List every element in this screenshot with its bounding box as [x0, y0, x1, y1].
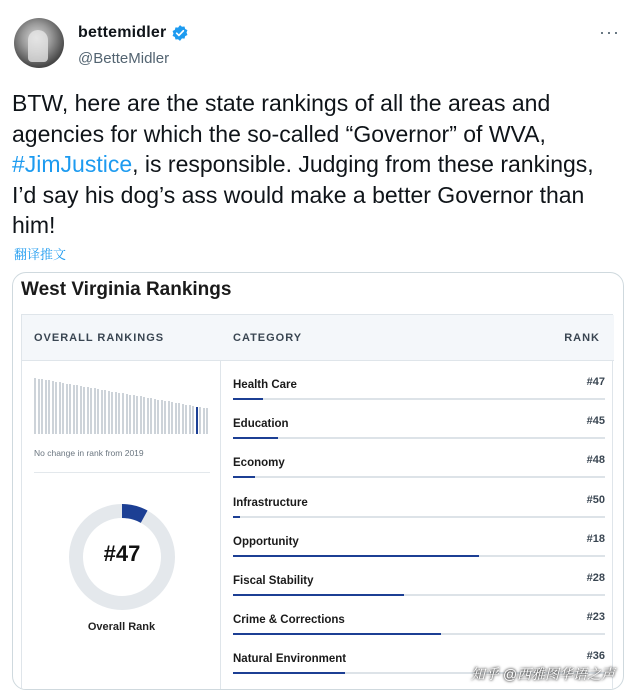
category-row [233, 513, 605, 552]
tweet-text-before: BTW, here are the state rankings of all the areas and agencies for which the so-called “Governor” of WVA, [12, 90, 551, 147]
mini-chart-bar [80, 386, 82, 434]
mini-chart-bar [69, 384, 71, 434]
mini-chart-bar [118, 393, 120, 434]
category-row [233, 356, 605, 395]
mini-chart-bar [129, 395, 131, 434]
verified-badge-icon [171, 24, 189, 42]
mini-chart-bar [164, 401, 166, 434]
mini-chart-bar [62, 383, 64, 434]
mini-chart-bar [94, 388, 96, 434]
category-rank: #50 [586, 493, 605, 506]
mini-chart-bar [115, 392, 117, 434]
mini-chart-bar [122, 393, 124, 434]
overall-rankings-header [22, 315, 221, 361]
mini-chart-bar [189, 405, 191, 434]
mini-chart-bar [34, 378, 36, 434]
mini-chart-bar [168, 401, 170, 434]
mini-chart-bar [147, 398, 149, 434]
tweet-header [12, 12, 628, 72]
mini-chart-bar [154, 399, 156, 434]
mini-chart-bar [196, 407, 198, 434]
mini-chart-bar [143, 397, 145, 434]
category-row [233, 591, 605, 630]
no-change-note: No change in rank from 2019 [34, 448, 144, 458]
mini-chart-bar [97, 389, 99, 434]
mini-chart-bar [192, 406, 194, 434]
category-header [221, 315, 614, 361]
category-name: Natural Environment [233, 653, 347, 666]
mini-chart-bar [73, 385, 75, 434]
overall-rank-value: #47 [103, 541, 141, 566]
category-row [233, 474, 605, 513]
tweet-text-after: , is responsible. Judging from these rankings, I’d say his dog’s ass would make a better Governor than him! [12, 151, 594, 238]
category-row [233, 552, 605, 591]
avatar[interactable] [14, 18, 64, 68]
mini-chart-bar [83, 387, 85, 434]
mini-chart-bar [185, 405, 187, 435]
category-row [233, 434, 605, 473]
category-rank: #23 [586, 611, 605, 624]
category-name: Opportunity [233, 535, 299, 548]
category-rank: #47 [586, 376, 605, 388]
category-column [221, 315, 614, 690]
mini-chart-bar [182, 404, 184, 434]
mini-chart-bar [206, 408, 208, 434]
display-name[interactable]: bettemidler [78, 24, 167, 41]
category-name: Fiscal Stability [233, 575, 314, 587]
mini-chart-bar [55, 382, 57, 434]
mini-chart-bar [87, 387, 89, 434]
overall-rank-label: Overall Rank [87, 621, 156, 633]
category-row [233, 395, 605, 434]
more-options-icon[interactable]: ··· [599, 22, 620, 42]
mini-chart-bar [126, 394, 128, 434]
handle[interactable]: @BetteMidler [78, 50, 170, 67]
mini-chart-bar [171, 402, 173, 434]
mini-chart-bar [76, 385, 78, 434]
category-rank: #36 [586, 650, 605, 663]
category-rank: #45 [586, 415, 605, 428]
mini-chart-bar [48, 380, 50, 434]
category-rank: #28 [586, 572, 605, 584]
mini-chart-bar [157, 400, 159, 434]
hashtag-link[interactable]: #JimJustice [12, 151, 133, 177]
divider [34, 472, 210, 473]
mini-chart-bar [140, 396, 142, 434]
mini-chart-bar [38, 379, 40, 434]
mini-chart-bar [101, 390, 103, 434]
overall-rankings-header-label: OVERALL RANKINGS [34, 332, 165, 344]
name-row [78, 24, 189, 42]
category-rank: #18 [586, 532, 605, 545]
mini-chart-bar [133, 395, 135, 434]
category-name: Economy [233, 457, 285, 470]
mini-chart-bar [136, 396, 138, 434]
rankings-panel [21, 314, 613, 690]
category-rank: #48 [586, 454, 605, 467]
mini-chart-bar [150, 398, 152, 434]
mini-chart-bar [111, 392, 113, 434]
mini-chart-bar [203, 408, 205, 434]
overall-rankings-column [22, 315, 221, 690]
translate-tweet-link[interactable]: 翻译推文 [14, 247, 67, 262]
watermark: 知乎 @西雅图华语之声 [470, 666, 615, 682]
mini-chart-bar [178, 403, 180, 434]
card-title: West Virginia Rankings [21, 279, 232, 300]
mini-chart-bar [90, 388, 92, 434]
mini-chart-bar [108, 391, 110, 434]
mini-chart-bar [104, 390, 106, 434]
category-rank-bar [233, 672, 345, 674]
rankings-image-card[interactable] [12, 272, 624, 690]
category-name: Crime & Corrections [233, 614, 345, 627]
tweet-text [12, 88, 612, 241]
category-header-label: CATEGORY [233, 332, 303, 344]
mini-chart-bar [52, 381, 54, 434]
mini-chart-bar [161, 400, 163, 434]
mini-chart-bar [41, 379, 43, 434]
category-name: Infrastructure [233, 496, 308, 509]
mini-chart-bar [175, 403, 177, 434]
mini-chart-bar [66, 384, 68, 434]
overall-rankings-mini-chart [34, 378, 210, 434]
rank-header-label: RANK [564, 332, 600, 344]
mini-chart-bar [45, 380, 47, 434]
category-name: Education [233, 418, 289, 431]
mini-chart-bar [199, 407, 201, 434]
category-name: Health Care [233, 379, 297, 391]
mini-chart-bar [59, 382, 61, 434]
